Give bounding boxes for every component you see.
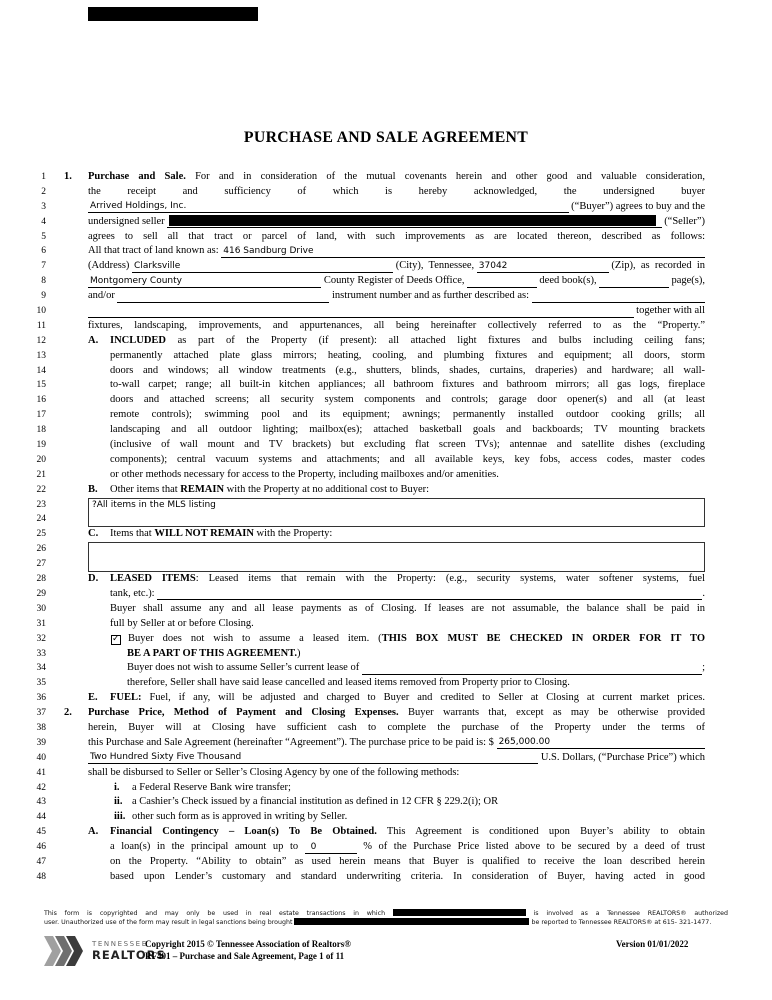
footnote-text: is involved as a Tennessee REALTORS® authorized (525, 910, 728, 917)
logo-realtors-label: REALTORS (92, 948, 166, 962)
form-line (0, 617, 772, 632)
text-segment: All that tract of land known as: (88, 245, 222, 257)
text-segment: D. (88, 573, 99, 585)
line-content (110, 378, 705, 393)
text-segment: (“Seller”) (661, 215, 705, 227)
line-number: 34 (36, 663, 46, 674)
seller-name-redaction (169, 215, 655, 226)
checkmark-icon: ✓ (112, 633, 120, 644)
line-content (110, 364, 705, 379)
line-content (127, 676, 705, 691)
buyer-name-value[interactable]: Arrived Holdings, Inc. (88, 200, 569, 213)
fill-blank[interactable] (362, 662, 702, 675)
fill-blank[interactable] (532, 290, 705, 303)
line-content (88, 572, 705, 587)
form-line (0, 319, 772, 334)
text-segment: Financial Contingency – Loan(s) To Be Obtained. (110, 826, 377, 838)
text-segment: ; (702, 662, 705, 674)
purchase-price-numeric-value[interactable]: 265,000.00 (497, 736, 705, 749)
text-segment: (“Buyer”) agrees to buy and the (568, 200, 705, 212)
text-segment: landscaping and all outdoor lighting; mailbox(es); attached basketball goals and backboards; TV mounting brackets (110, 424, 705, 436)
text-segment: this Purchase and Sale Agreement (hereinafter “Agreement”). The purchase price to be paid is: $ (88, 736, 497, 748)
line-content (127, 647, 705, 662)
line-number: 30 (36, 603, 46, 614)
line-number: 42 (36, 782, 46, 793)
text-segment: iii. (114, 811, 126, 823)
redaction-bar (393, 909, 526, 916)
form-line (0, 721, 772, 736)
line-content (88, 200, 705, 215)
footnote-text: This form is copyrighted and may only be used in real estate transactions in which (44, 910, 393, 917)
text-segment: For and in consideration of the mutual covenants herein and other good and valuable consideration, (185, 171, 705, 182)
form-line (0, 632, 772, 647)
form-line (0, 676, 772, 691)
line-content (88, 334, 705, 349)
line-content (114, 810, 705, 825)
text-segment: A. (88, 334, 99, 346)
text-segment: i. (114, 781, 120, 793)
form-line (0, 364, 772, 379)
line-number: 27 (36, 559, 46, 570)
form-line (0, 691, 772, 706)
text-segment: page(s), (668, 275, 705, 287)
form-line (0, 200, 772, 215)
line-content (88, 825, 705, 840)
line-number: 41 (36, 767, 46, 778)
text-segment: (inclusive of wall mount and TV brackets) but excluding flat screen TVs); antennae and satellite dishes (excluding (110, 439, 705, 451)
line-content (110, 393, 705, 408)
line-number: 3 (41, 201, 46, 212)
line-content (88, 557, 705, 572)
line-number: 6 (41, 246, 46, 257)
line-content (88, 304, 705, 319)
line-number: 26 (36, 544, 46, 555)
line-number: 37 (36, 708, 46, 719)
line-content (110, 602, 705, 617)
line-content (88, 512, 705, 527)
line-number: 2 (41, 186, 46, 197)
copyright-block (145, 939, 351, 962)
line-content (88, 483, 705, 498)
text-segment: E. (88, 692, 98, 704)
line-content (88, 274, 705, 289)
text-segment: or other methods necessary for access to the Property, including mailboxes and/or amenities. (110, 468, 499, 480)
text-segment: THIS BOX MUST BE CHECKED IN ORDER FOR IT TO (381, 632, 705, 644)
line-number: 24 (36, 514, 46, 525)
line-number: 33 (36, 648, 46, 659)
form-line (0, 572, 772, 587)
text-segment: doors and attached screens; all security system components and controls; garage door opener(s) and all (at least (110, 394, 705, 406)
text-segment: ) (297, 647, 301, 659)
line-content (110, 632, 705, 647)
text-segment: permanently attached plate glass mirrors; heating, cooling, and plumbing fixtures and equipment; all doors, storm (110, 349, 705, 361)
text-segment: WILL NOT REMAIN (154, 528, 254, 540)
footnote-line-2 (44, 918, 728, 928)
line-number: 16 (36, 395, 46, 406)
line-number: 18 (36, 425, 46, 436)
line-number: 23 (36, 499, 46, 510)
line-number: 43 (36, 797, 46, 808)
line-number: 12 (36, 335, 46, 346)
text-segment: other such form as is approved in writing by Seller. (132, 811, 348, 823)
line-content (110, 468, 705, 483)
line-content (110, 840, 705, 855)
form-line (0, 498, 772, 513)
form-line (0, 334, 772, 349)
form-line (0, 602, 772, 617)
footnote-text: user. Unauthorized use of the form may result in legal sanctions being brought (44, 919, 295, 926)
text-segment: to-wall carpet; range; all built-in kitchen appliances; all bathroom fixtures and bathroom mirrors; all gas logs, fireplace (110, 379, 705, 391)
form-line (0, 170, 772, 185)
text-segment: shall be disbursed to Seller or Seller’s Closing Agency by one of the following methods: (88, 766, 460, 778)
line-number: 9 (41, 291, 46, 302)
text-segment: Other items that (110, 483, 181, 495)
text-segment: deed book(s), (536, 275, 600, 287)
text-segment: ii. (114, 796, 123, 808)
form-line (0, 349, 772, 364)
line-content (88, 721, 705, 736)
line-number: 47 (36, 856, 46, 867)
line-number: 15 (36, 380, 46, 391)
form-line (0, 423, 772, 438)
form-line (0, 438, 772, 453)
line-content (114, 795, 705, 810)
text-segment: BE A PART OF THIS AGREEMENT. (127, 647, 298, 659)
line-content (88, 185, 705, 200)
text-segment: a loan(s) in the principal amount up to (110, 841, 305, 853)
text-segment: Buyer warrants that, except as may be otherwise provided (398, 707, 705, 719)
form-line (0, 647, 772, 662)
text-segment: therefore, Seller shall have said lease cancelled and leased items removed from Property prior to Closing. (127, 677, 570, 689)
top-redaction-bar (88, 7, 258, 21)
form-line (0, 527, 772, 542)
line-content (88, 230, 705, 245)
text-segment: with the Property at no additional cost to Buyer: (224, 483, 430, 495)
line-content (110, 423, 705, 438)
form-line (0, 304, 772, 319)
line-number: 38 (36, 722, 46, 733)
form-line (0, 244, 772, 259)
text-segment: and/or (88, 290, 118, 302)
line-number: 22 (36, 484, 46, 495)
version-label: Version 01/01/2022 (616, 939, 689, 949)
text-segment: % of the Purchase Price listed above to be secured by a deed of trust (356, 841, 705, 853)
text-segment: the receipt and sufficiency of which is hereby acknowledged, the undersigned buyer (88, 185, 705, 197)
form-line (0, 840, 772, 855)
text-segment: a Federal Reserve Bank wire transfer; (132, 781, 291, 793)
line-content (110, 587, 705, 602)
purchase-price-words-value[interactable]: Two Hundred Sixty Five Thousand (88, 751, 538, 764)
form-line (0, 855, 772, 870)
text-segment: full by Seller at or before Closing. (110, 617, 254, 629)
text-segment: (Address) (88, 260, 133, 272)
line-number: 7 (41, 261, 46, 272)
form-line (0, 795, 772, 810)
text-segment: a Cashier’s Check issued by a financial institution as defined in 12 CFR § 229.2(i); OR (132, 796, 499, 808)
line-content (110, 408, 705, 423)
form-line (0, 259, 772, 274)
county-value[interactable]: Montgomery County (88, 275, 321, 288)
form-line (0, 378, 772, 393)
line-number: 20 (36, 454, 46, 465)
form-line (0, 542, 772, 557)
line-number: 44 (36, 812, 46, 823)
fill-blank[interactable] (467, 275, 537, 288)
property-address-value[interactable]: 416 Sandburg Drive (221, 245, 705, 258)
line-number: 21 (36, 469, 46, 480)
line-number: 4 (41, 216, 46, 227)
form-line (0, 557, 772, 572)
line-content (88, 319, 705, 334)
line-number: 46 (36, 842, 46, 853)
text-segment: FUEL: (110, 692, 142, 704)
form-line (0, 468, 772, 483)
text-segment: Purchase and Sale. (88, 171, 186, 182)
line-number: 14 (36, 365, 46, 376)
text-segment: (Zip), as recorded in (608, 260, 705, 272)
text-segment: together with all (633, 305, 705, 317)
line-content (88, 542, 705, 557)
line-content (88, 527, 705, 542)
line-number: 1 (41, 172, 46, 182)
line-number: 13 (36, 350, 46, 361)
form-line (0, 230, 772, 245)
form-line (0, 453, 772, 468)
text-segment: undersigned seller (88, 215, 168, 227)
form-line (0, 736, 772, 751)
fill-blank[interactable] (167, 215, 661, 228)
fill-blank[interactable] (157, 587, 702, 600)
form-line (0, 483, 772, 498)
line-number: 32 (36, 633, 46, 644)
items-remain-value[interactable]: ?All items in the MLS listing (92, 499, 216, 510)
text-segment: This Agreement is conditioned upon Buyer’s ability to obtain (376, 826, 705, 838)
text-segment: : Leased items that remain with the Property: (e.g., security systems, water softener systems, fuel (195, 573, 705, 585)
form-line (0, 215, 772, 230)
line-number: 48 (36, 871, 46, 882)
line-number: 11 (36, 320, 46, 331)
line-content (110, 617, 705, 632)
text-segment: as part of the Property (if present): all attached light fixtures and bulbs including ceiling fans; (166, 334, 705, 346)
text-segment: Fuel, if any, will be adjusted and charged to Buyer and credited to Seller at Closing at current market prices. (141, 692, 705, 704)
form-line (0, 512, 772, 527)
text-segment: (City), Tennessee, (393, 260, 477, 272)
line-content (88, 244, 705, 259)
line-content (88, 498, 705, 513)
form-line (0, 408, 772, 423)
text-segment: B. (88, 483, 98, 495)
line-content (110, 855, 705, 870)
text-segment: U.S. Dollars, (“Purchase Price”) which (538, 751, 705, 763)
redaction-bar (294, 918, 529, 925)
line-content (88, 766, 705, 781)
text-segment: 2. (64, 707, 72, 719)
line-content (88, 691, 705, 706)
line-content (110, 349, 705, 364)
line-content (88, 215, 705, 230)
text-segment: tank, etc.): (110, 587, 158, 599)
text-segment: County Register of Deeds Office, (321, 275, 468, 287)
form-id-line: RF401 – Purchase and Sale Agreement, Page 1 of 11 (145, 950, 345, 961)
document-title: PURCHASE AND SALE AGREEMENT (243, 129, 529, 146)
form-line (0, 870, 772, 885)
line-content (110, 438, 705, 453)
text-segment: components); central vacuum systems and attachments; and all available keys, key fobs, access codes, master codes (110, 453, 705, 465)
loan-percentage-value[interactable]: 0 (305, 841, 357, 854)
text-segment: A. (88, 826, 99, 838)
fill-blank[interactable] (88, 305, 634, 318)
logo-tennessee-label: TENNESSEE (92, 940, 148, 948)
city-value[interactable]: Clarksville (132, 260, 393, 273)
text-segment: herein, Buyer will at Closing have sufficient cash to complete the purchase of the Property under the terms of (88, 721, 705, 733)
footnote-text: be reported to Tennessee REALTORS® at 615- 321-1477. (529, 919, 712, 926)
text-segment: Purchase Price, Method of Payment and Closing Expenses. (88, 707, 399, 719)
line-content (114, 781, 705, 796)
line-number: 28 (36, 574, 46, 585)
leased-item-checkbox[interactable] (111, 635, 121, 645)
form-line (0, 289, 772, 304)
text-segment: instrument number and as further described as: (329, 290, 532, 302)
line-content (88, 751, 705, 766)
text-segment: Buyer does not wish to assume a leased item. ( (128, 632, 382, 644)
line-number: 19 (36, 440, 46, 451)
fill-blank[interactable] (117, 290, 329, 303)
line-content (64, 706, 705, 721)
line-number: 31 (36, 618, 46, 629)
zip-value[interactable]: 37042 (477, 260, 609, 273)
form-line (0, 661, 772, 676)
line-number: 8 (41, 276, 46, 287)
text-segment: C. (88, 528, 99, 540)
chevrons-icon (44, 936, 86, 966)
line-content (64, 170, 705, 185)
copyright-line: Copyright 2015 © Tennessee Association of Realtors® (145, 939, 351, 949)
text-segment: Items that (110, 528, 155, 540)
text-segment: remote controls); swimming pool and its equipment; awnings; permanently installed outdoor cooking grills; all (110, 409, 705, 421)
form-line (0, 587, 772, 602)
text-segment: doors and windows; all window treatments (e.g., shutters, blinds, shades, curtains, draperies) and hardware; all wall- (110, 364, 705, 376)
form-line (0, 766, 772, 781)
line-content (127, 661, 705, 676)
line-content (110, 870, 705, 885)
form-line (0, 825, 772, 840)
text-segment: Buyer shall assume any and all lease payments as of Closing. If leases are not assumable, the balance shall be paid in (110, 602, 705, 614)
line-content (88, 259, 705, 274)
line-number: 29 (36, 588, 46, 599)
form-line (0, 185, 772, 200)
line-number: 45 (36, 827, 46, 838)
line-number: 35 (36, 678, 46, 689)
line-number: 36 (36, 693, 46, 704)
line-number: 10 (36, 306, 46, 317)
line-number: 39 (36, 737, 46, 748)
form-line (0, 810, 772, 825)
form-line (0, 781, 772, 796)
form-line (0, 274, 772, 289)
text-segment: agrees to sell all that tract or parcel of land, with such improvements as are located thereon, described as follows: (88, 230, 705, 242)
text-segment: on the Property. “Ability to obtain” as used herein means that Buyer is qualified to receive the loan described herein (110, 855, 705, 867)
line-number: 25 (36, 529, 46, 540)
text-segment: 1. (64, 171, 72, 182)
text-segment: . (702, 587, 705, 599)
form-body (0, 170, 772, 885)
text-segment: INCLUDED (110, 334, 167, 346)
line-number: 40 (36, 752, 46, 763)
line-number: 5 (41, 231, 46, 242)
fill-blank[interactable] (599, 275, 669, 288)
form-line (0, 751, 772, 766)
form-line (0, 393, 772, 408)
line-content (88, 289, 705, 304)
text-segment: based upon Lender’s customary and standard underwriting criteria. In consideration of Buyer, having acted in good (110, 870, 705, 882)
text-segment: fixtures, landscaping, improvements, and appurtenances, all being hereinafter collectively referred to as the “Property.” (88, 319, 705, 331)
form-line (0, 706, 772, 721)
text-segment: REMAIN (180, 483, 225, 495)
line-content (88, 736, 705, 751)
line-content (110, 453, 705, 468)
text-segment: with the Property: (253, 528, 333, 540)
line-number: 17 (36, 410, 46, 421)
text-segment: LEASED ITEMS (110, 573, 196, 585)
text-segment: Buyer does not wish to assume Seller’s current lease of (127, 662, 362, 674)
